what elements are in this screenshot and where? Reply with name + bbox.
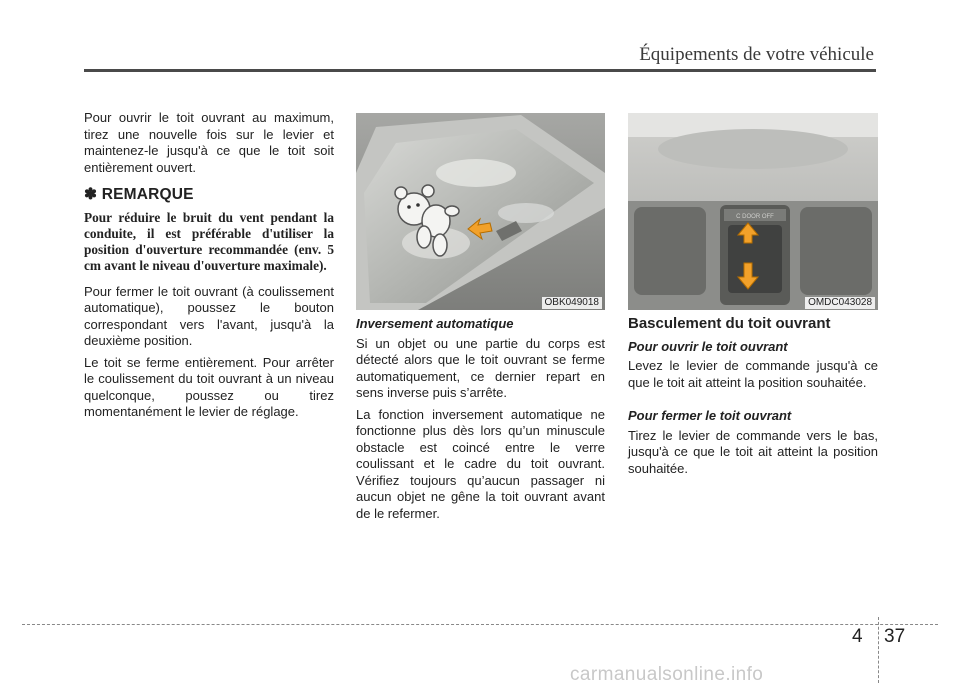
- sunroof-illustration: [356, 113, 605, 310]
- note-text: Pour réduire le bruit du vent pendant la conduite, il est préférable d'utiliser la position d'ouverture recommandée (env. 5 cm avant le niveau d'ouverture maximale).: [84, 209, 334, 273]
- section-title: Basculement du toit ouvrant: [628, 315, 831, 332]
- console-panel-text: C DOOR OFF: [736, 214, 774, 220]
- sunroof-photo-teddy: [356, 113, 605, 310]
- paragraph-open: Levez le levier de commande jusqu'à ce que le toit ait atteint la position souhaitée.: [628, 358, 878, 390]
- spacer: [628, 396, 878, 408]
- footer-rule: [22, 624, 938, 625]
- paragraph-close-tilt: Tirez le levier de commande vers le bas, jusqu'à ce que le toit ait atteint la position souhaitée.: [628, 427, 878, 476]
- column-1: [84, 110, 334, 426]
- paragraph-open-max: Pour ouvrir le toit ouvrant au maximum, tirez une nouvelle fois sur le levier et maintenez-le jusqu'à ce que le toit soit entièrement ouvert.: [84, 110, 334, 175]
- header-rule: [84, 69, 876, 72]
- subheading-close: Pour fermer le toit ouvrant: [628, 408, 792, 423]
- note-title: ✽ REMARQUE: [84, 186, 194, 203]
- paragraph-close: Pour fermer le toit ouvrant (à coulissement automatique), poussez le bouton correspondant vers l'avant, jusqu'à la deuxième position.: [84, 283, 334, 348]
- photo-code: OMDC043028: [805, 297, 875, 309]
- subheading-open: Pour ouvrir le toit ouvrant: [628, 338, 788, 354]
- chapter-number: 4: [852, 626, 863, 647]
- subheading-auto-reverse: Inversement automatique: [356, 316, 514, 331]
- paragraph-auto-reverse: Si un objet ou une partie du corps est détecté alors que le toit ouvrant se ferme automatiquement, ce dernier repart en sens inverse puis s’arrête.: [356, 335, 605, 400]
- overhead-console-illustration: [628, 113, 878, 310]
- page-header-title: Équipements de votre véhicule: [639, 44, 874, 65]
- photo-code: OBK049018: [542, 297, 603, 309]
- sunroof-switch-photo: [628, 113, 878, 310]
- watermark: carmanualsonline.info: [570, 664, 764, 685]
- column-2: [356, 316, 605, 527]
- column-3: [628, 316, 878, 482]
- page-number: 37: [884, 626, 906, 647]
- paragraph-warning: La fonction inversement automatique ne fonctionne plus dès lors qu’un minuscule obstacle est coincé entre le verre coulissant et le cadre du toit ouvrant. Vérifiez toujours qu’aucun passager ni aucun objet ne gêne la toit ouvrant avant de le refermer.: [356, 406, 605, 521]
- paragraph-stop: Le toit se ferme entièrement. Pour arrêter le coulissement du toit ouvrant à un niveau quelconque, poussez ou tirez momentanément le levier de réglage.: [84, 354, 334, 419]
- footer-divider: [878, 617, 879, 683]
